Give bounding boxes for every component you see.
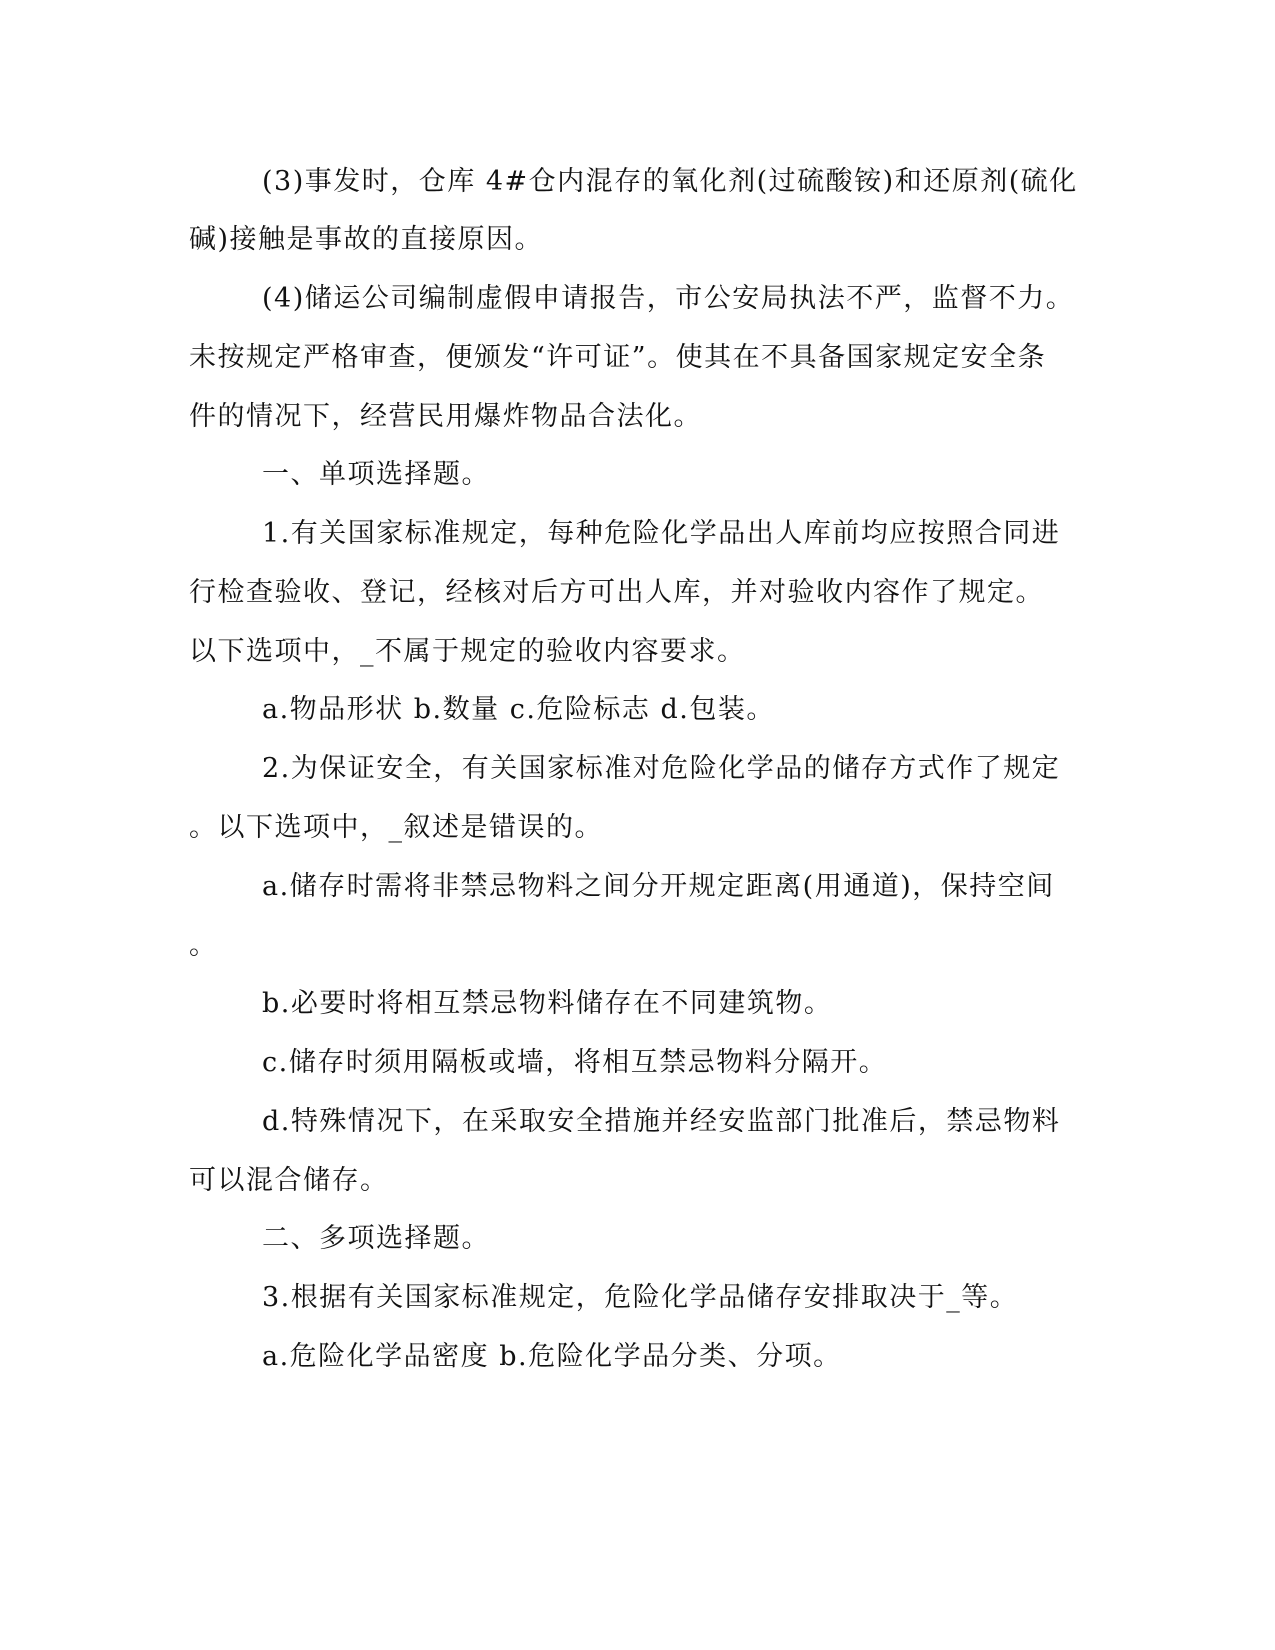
option-line: a.物品形状 b.数量 c.危险标志 d.包装。: [262, 694, 775, 725]
text-line: 碱)接触是事故的直接原因。: [189, 224, 544, 255]
text-line: 1.有关国家标准规定，每种危险化学品出人库前均应按照合同进: [262, 518, 1061, 549]
text-line: 。: [189, 930, 218, 961]
option-line: d.特殊情况下，在采取安全措施并经安监部门批准后，禁忌物料: [262, 1106, 1061, 1137]
text-line: 行检查验收、登记，经核对后方可出人库，并对验收内容作了规定。: [189, 577, 1044, 608]
option-line: b.必要时将相互禁忌物料储存在不同建筑物。: [262, 988, 833, 1019]
option-line: a.储存时需将非禁忌物料之间分开规定距离(用通道)，保持空间: [262, 871, 1055, 902]
text-line: 3.根据有关国家标准规定，危险化学品储存安排取决于_等。: [262, 1282, 1019, 1313]
text-line: 未按规定严格审查，便颁发“许可证”。使其在不具备国家规定安全条: [189, 342, 1047, 373]
text-line: 可以混合储存。: [189, 1165, 389, 1196]
text-line: 2.为保证安全，有关国家标准对危险化学品的储存方式作了规定: [262, 753, 1061, 784]
option-line: c.储存时须用隔板或墙，将相互禁忌物料分隔开。: [262, 1047, 888, 1078]
section-heading: 二、多项选择题。: [262, 1223, 490, 1254]
option-line: a.危险化学品密度 b.危险化学品分类、分项。: [262, 1341, 842, 1372]
text-line: 件的情况下，经营民用爆炸物品合法化。: [189, 401, 702, 432]
text-line: (4)储运公司编制虚假申请报告，市公安局执法不严，监督不力。: [262, 283, 1075, 314]
text-line: (3)事发时，仓库 4#仓内混存的氧化剂(过硫酸铵)和还原剂(硫化: [262, 166, 1078, 197]
section-heading: 一、单项选择题。: [262, 459, 490, 490]
text-line: 以下选项中，_不属于规定的验收内容要求。: [189, 636, 746, 667]
text-line: 。以下选项中，_叙述是错误的。: [189, 812, 603, 843]
